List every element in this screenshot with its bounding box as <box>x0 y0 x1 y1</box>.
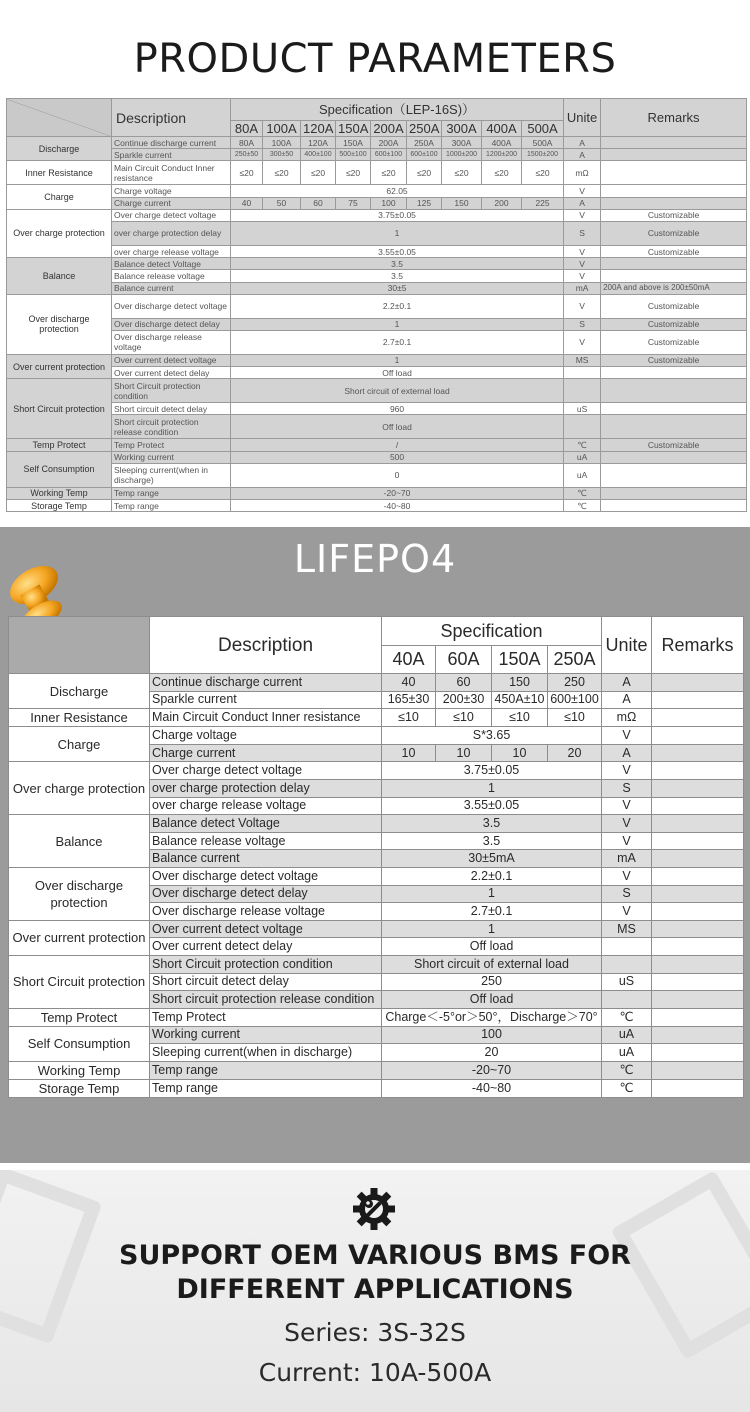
cell: 300A <box>442 137 482 149</box>
cell: 40 <box>382 674 436 692</box>
remark-cell <box>652 850 744 868</box>
header-corner <box>7 99 112 137</box>
unit-cell: mA <box>564 282 601 294</box>
remark-cell <box>601 379 747 403</box>
row-label: Over discharge detect voltage <box>150 867 382 885</box>
remark-cell <box>601 451 747 463</box>
lifepo4-spec-table <box>8 616 744 1098</box>
row-label: Over discharge detect delay <box>150 885 382 903</box>
header-description: Description <box>112 99 231 137</box>
row-label: Balance detect Voltage <box>112 258 231 270</box>
cell: -40~80 <box>231 500 564 512</box>
lifepo4-section <box>0 527 750 1163</box>
cell: 60 <box>436 674 492 692</box>
group-self-consumption: Self Consumption <box>7 451 112 487</box>
unit-cell: V <box>564 294 601 318</box>
unit-cell: A <box>564 149 601 161</box>
row-label: Temp range <box>150 1061 382 1079</box>
cell: 100A <box>263 137 301 149</box>
row-label: over charge release voltage <box>150 797 382 815</box>
remark-cell <box>652 1008 744 1026</box>
cell: ≤20 <box>231 161 263 185</box>
group-discharge: Discharge <box>7 137 112 161</box>
cell: 20 <box>382 1044 602 1062</box>
cell: ≤10 <box>436 709 492 727</box>
group-working-temp: Working Temp <box>7 487 112 499</box>
cell: 600±100 <box>548 691 602 709</box>
unit-cell: mΩ <box>602 709 652 727</box>
cell: 30±5mA <box>382 850 602 868</box>
cell: ≤10 <box>548 709 602 727</box>
remark-cell <box>652 762 744 780</box>
unit-cell: ℃ <box>602 1008 652 1026</box>
cell: Off load <box>231 367 564 379</box>
unit-cell: V <box>602 815 652 833</box>
group-inner-resistance: Inner Resistance <box>7 161 112 185</box>
row-label: Temp range <box>112 500 231 512</box>
cell: 10 <box>492 744 548 762</box>
group-discharge: Discharge <box>9 674 150 709</box>
remark-cell <box>652 727 744 745</box>
row-label: Over discharge release voltage <box>150 903 382 921</box>
unit-cell: ℃ <box>564 500 601 512</box>
unit-cell: ℃ <box>564 439 601 451</box>
page-title: PRODUCT PARAMETERS <box>133 36 617 82</box>
row-label: Continue discharge current <box>150 674 382 692</box>
cell: 250A <box>407 137 442 149</box>
row-label: Temp range <box>150 1079 382 1097</box>
cell: 0 <box>231 463 564 487</box>
header-specification: Specification（LEP-16S)） <box>231 99 564 121</box>
current-range: Current: 10A-500A <box>258 1358 492 1387</box>
unit-cell: V <box>602 762 652 780</box>
cell: -20~70 <box>231 487 564 499</box>
cell: 150A <box>336 137 371 149</box>
row-label: over charge protection delay <box>112 221 231 245</box>
unit-cell: ℃ <box>602 1061 652 1079</box>
remark-cell <box>601 149 747 161</box>
row-label: Temp range <box>112 487 231 499</box>
row-label: Over discharge release voltage <box>112 330 231 354</box>
header-corner <box>9 617 150 674</box>
header-current: 250A <box>407 121 442 137</box>
cell: 225 <box>522 197 564 209</box>
cell: ≤20 <box>407 161 442 185</box>
unit-cell <box>602 955 652 973</box>
row-label: Working current <box>112 451 231 463</box>
group-short-circuit-protection: Short Circuit protection <box>9 955 150 1008</box>
cell: 80A <box>231 137 263 149</box>
remark-cell <box>652 903 744 921</box>
row-label: Over current detect delay <box>112 367 231 379</box>
remark-cell <box>652 744 744 762</box>
remark-cell <box>652 815 744 833</box>
remark-cell <box>601 197 747 209</box>
cell: 3.55±0.05 <box>382 797 602 815</box>
unit-cell: A <box>564 137 601 149</box>
unit-cell: A <box>602 691 652 709</box>
group-storage-temp: Storage Temp <box>9 1079 150 1097</box>
cell: 1000±200 <box>442 149 482 161</box>
header-current: 500A <box>522 121 564 137</box>
remark-cell: Customizable <box>601 318 747 330</box>
cell: Charge＜-5°or＞50°，Discharge＞70° <box>382 1008 602 1026</box>
cell: 250 <box>382 973 602 991</box>
header-unit: Unite <box>602 617 652 674</box>
remark-cell <box>652 938 744 956</box>
header-current: 150A <box>492 646 548 674</box>
remark-cell <box>601 463 747 487</box>
cell: ≤20 <box>336 161 371 185</box>
header-current: 200A <box>371 121 407 137</box>
cell: 1500±200 <box>522 149 564 161</box>
unit-cell: A <box>564 197 601 209</box>
unit-cell: V <box>602 832 652 850</box>
cell: 1 <box>231 221 564 245</box>
row-label: Over current detect delay <box>150 938 382 956</box>
row-label: Charge voltage <box>112 185 231 197</box>
cell: 50 <box>263 197 301 209</box>
unit-cell: MS <box>564 354 601 366</box>
cell: 2.7±0.1 <box>382 903 602 921</box>
cell: 1 <box>382 885 602 903</box>
unit-cell: V <box>564 270 601 282</box>
group-over-current-protection: Over current protection <box>9 920 150 955</box>
row-label: Sleeping current(when in discharge) <box>150 1044 382 1062</box>
cell: Short circuit of external load <box>231 379 564 403</box>
remark-cell <box>652 674 744 692</box>
cell: 600±100 <box>371 149 407 161</box>
remark-cell: Customizable <box>601 330 747 354</box>
group-charge: Charge <box>7 185 112 209</box>
cell: 200A <box>371 137 407 149</box>
remark-cell <box>601 137 747 149</box>
row-label: Balance release voltage <box>112 270 231 282</box>
cell: -40~80 <box>382 1079 602 1097</box>
unit-cell: mA <box>602 850 652 868</box>
unit-cell <box>564 367 601 379</box>
row-label: Short circuit protection release condition <box>112 415 231 439</box>
row-label: Charge voltage <box>150 727 382 745</box>
unit-cell: uA <box>602 1044 652 1062</box>
unit-cell <box>564 415 601 439</box>
header-remarks: Remarks <box>652 617 744 674</box>
unit-cell: V <box>602 903 652 921</box>
remark-cell <box>652 709 744 727</box>
cell: 250 <box>548 674 602 692</box>
remark-cell <box>652 1026 744 1044</box>
cell: Off load <box>231 415 564 439</box>
cell: 500±100 <box>336 149 371 161</box>
group-short-circuit-protection: Short Circuit protection <box>7 379 112 439</box>
unit-cell: mΩ <box>564 161 601 185</box>
remark-cell <box>601 500 747 512</box>
cell: S*3.65 <box>382 727 602 745</box>
cell: 3.5 <box>382 815 602 833</box>
unit-cell <box>602 938 652 956</box>
header-current: 60A <box>436 646 492 674</box>
remark-cell: 200A and above is 200±50mA <box>601 282 747 294</box>
remark-cell <box>652 691 744 709</box>
cell: 1 <box>382 779 602 797</box>
row-label: Charge current <box>150 744 382 762</box>
row-label: over charge release voltage <box>112 245 231 257</box>
cell: 250±50 <box>231 149 263 161</box>
row-label: over charge protection delay <box>150 779 382 797</box>
cell: 1 <box>231 318 564 330</box>
cell: 1 <box>231 354 564 366</box>
group-working-temp: Working Temp <box>9 1061 150 1079</box>
unit-cell: V <box>602 727 652 745</box>
cell: 3.5 <box>231 258 564 270</box>
cell: ≤20 <box>522 161 564 185</box>
unit-cell: V <box>564 245 601 257</box>
row-label: Short Circuit protection condition <box>150 955 382 973</box>
remark-cell <box>652 991 744 1009</box>
section-title: LIFEPO4 <box>293 537 457 581</box>
cell: ≤10 <box>382 709 436 727</box>
row-label: Over discharge detect voltage <box>112 294 231 318</box>
remark-cell: Customizable <box>601 221 747 245</box>
remark-cell <box>652 955 744 973</box>
row-label: Main Circuit Conduct Inner resistance <box>112 161 231 185</box>
unit-cell: uA <box>564 451 601 463</box>
cell: Off load <box>382 938 602 956</box>
cell: 40 <box>231 197 263 209</box>
remark-cell: Customizable <box>601 209 747 221</box>
group-balance: Balance <box>7 258 112 295</box>
remark-cell: Customizable <box>601 245 747 257</box>
cell: 120A <box>301 137 336 149</box>
series-range: Series: 3S-32S <box>284 1318 466 1347</box>
row-label: Balance release voltage <box>150 832 382 850</box>
cell: 10 <box>382 744 436 762</box>
cell: 1200±200 <box>482 149 522 161</box>
remark-cell: Customizable <box>601 439 747 451</box>
cell: 3.5 <box>231 270 564 282</box>
remark-cell <box>652 920 744 938</box>
group-temp-protect: Temp Protect <box>7 439 112 451</box>
cell: 3.75±0.05 <box>382 762 602 780</box>
unit-cell: V <box>602 867 652 885</box>
row-label: Over charge detect voltage <box>150 762 382 780</box>
cell: 60 <box>301 197 336 209</box>
unit-cell: A <box>602 674 652 692</box>
header-unit: Unite <box>564 99 601 137</box>
group-over-discharge-protection: Over discharge protection <box>9 867 150 920</box>
remark-cell <box>652 779 744 797</box>
remark-cell <box>652 885 744 903</box>
cell: 3.5 <box>382 832 602 850</box>
row-label: Main Circuit Conduct Inner resistance <box>150 709 382 727</box>
unit-cell: uA <box>564 463 601 487</box>
cell: ≤20 <box>482 161 522 185</box>
row-label: Sparkle current <box>112 149 231 161</box>
unit-cell: MS <box>602 920 652 938</box>
row-label: Temp Protect <box>150 1008 382 1026</box>
cell: ≤20 <box>371 161 407 185</box>
group-storage-temp: Storage Temp <box>7 500 112 512</box>
unit-cell: S <box>564 221 601 245</box>
row-label: Over discharge detect delay <box>112 318 231 330</box>
row-label: Sleeping current(when in discharge) <box>112 463 231 487</box>
remark-cell <box>601 403 747 415</box>
remark-cell <box>601 258 747 270</box>
cell: Short circuit of external load <box>382 955 602 973</box>
header-current: 250A <box>548 646 602 674</box>
row-label: Working current <box>150 1026 382 1044</box>
lep16s-spec-table <box>6 98 747 512</box>
group-over-charge-protection: Over charge protection <box>7 209 112 257</box>
row-label: Over charge detect voltage <box>112 209 231 221</box>
group-temp-protect: Temp Protect <box>9 1008 150 1026</box>
unit-cell: ℃ <box>602 1079 652 1097</box>
cell: 960 <box>231 403 564 415</box>
cell: 600±100 <box>407 149 442 161</box>
row-label: Continue discharge current <box>112 137 231 149</box>
header-current: 120A <box>301 121 336 137</box>
cell: 10 <box>436 744 492 762</box>
remark-cell: Customizable <box>601 294 747 318</box>
row-label: Balance detect Voltage <box>150 815 382 833</box>
header-current: 400A <box>482 121 522 137</box>
header-current: 150A <box>336 121 371 137</box>
cell: ≤20 <box>442 161 482 185</box>
remark-cell <box>652 973 744 991</box>
unit-cell <box>602 991 652 1009</box>
unit-cell: V <box>602 797 652 815</box>
oem-support-section <box>0 1170 750 1412</box>
remark-cell <box>652 867 744 885</box>
remark-cell <box>652 797 744 815</box>
unit-cell: uA <box>602 1026 652 1044</box>
row-label: Over current detect voltage <box>112 354 231 366</box>
header-remarks: Remarks <box>601 99 747 137</box>
row-label: Balance current <box>150 850 382 868</box>
unit-cell: S <box>564 318 601 330</box>
group-balance: Balance <box>9 815 150 868</box>
gear-wrench-icon <box>351 1186 397 1232</box>
remark-cell <box>601 270 747 282</box>
cell: ≤20 <box>301 161 336 185</box>
cell: 165±30 <box>382 691 436 709</box>
cell: 1 <box>382 920 602 938</box>
unit-cell: V <box>564 258 601 270</box>
cell: 500 <box>231 451 564 463</box>
cell: 200 <box>482 197 522 209</box>
oem-headline: SUPPORT OEM VARIOUS BMS FOR <box>119 1240 631 1271</box>
row-label: Short circuit detect delay <box>112 403 231 415</box>
cell: 2.2±0.1 <box>382 867 602 885</box>
unit-cell: V <box>564 185 601 197</box>
unit-cell: V <box>564 330 601 354</box>
header-description: Description <box>150 617 382 674</box>
unit-cell: ℃ <box>564 487 601 499</box>
unit-cell: S <box>602 779 652 797</box>
group-charge: Charge <box>9 727 150 762</box>
remark-cell <box>652 1061 744 1079</box>
row-label: Sparkle current <box>150 691 382 709</box>
header-current: 80A <box>231 121 263 137</box>
cell: 2.7±0.1 <box>231 330 564 354</box>
cell: 2.2±0.1 <box>231 294 564 318</box>
group-self-consumption: Self Consumption <box>9 1026 150 1061</box>
cell: 150 <box>442 197 482 209</box>
group-over-charge-protection: Over charge protection <box>9 762 150 815</box>
group-inner-resistance: Inner Resistance <box>9 709 150 727</box>
unit-cell <box>564 379 601 403</box>
row-label: Charge current <box>112 197 231 209</box>
cell: ≤20 <box>263 161 301 185</box>
row-label: Short Circuit protection condition <box>112 379 231 403</box>
cell: 100 <box>382 1026 602 1044</box>
row-label: Short circuit protection release condition <box>150 991 382 1009</box>
cell: 3.75±0.05 <box>231 209 564 221</box>
cell: 400A <box>482 137 522 149</box>
cell: 20 <box>548 744 602 762</box>
group-over-discharge-protection: Over discharge protection <box>7 294 112 354</box>
header-current: 300A <box>442 121 482 137</box>
remark-cell <box>601 367 747 379</box>
unit-cell: S <box>602 885 652 903</box>
group-over-current-protection: Over current protection <box>7 354 112 378</box>
oem-headline: DIFFERENT APPLICATIONS <box>176 1274 574 1305</box>
remark-cell <box>652 1044 744 1062</box>
cell: 150 <box>492 674 548 692</box>
cell: Off load <box>382 991 602 1009</box>
unit-cell: A <box>602 744 652 762</box>
remark-cell <box>601 161 747 185</box>
remark-cell <box>601 415 747 439</box>
unit-cell: uS <box>602 973 652 991</box>
row-label: Temp Protect <box>112 439 231 451</box>
unit-cell: uS <box>564 403 601 415</box>
cell: 300±50 <box>263 149 301 161</box>
cell: 3.55±0.05 <box>231 245 564 257</box>
remark-cell <box>652 832 744 850</box>
cell: 100 <box>371 197 407 209</box>
unit-cell: V <box>564 209 601 221</box>
cell: 75 <box>336 197 371 209</box>
header-current: 100A <box>263 121 301 137</box>
row-label: Balance current <box>112 282 231 294</box>
cell: 30±5 <box>231 282 564 294</box>
cell: 200±30 <box>436 691 492 709</box>
row-label: Short circuit detect delay <box>150 973 382 991</box>
cell: ≤10 <box>492 709 548 727</box>
cell: 500A <box>522 137 564 149</box>
cell: 125 <box>407 197 442 209</box>
header-specification: Specification <box>382 617 602 646</box>
remark-cell <box>601 185 747 197</box>
cell: 450A±10 <box>492 691 548 709</box>
header-current: 40A <box>382 646 436 674</box>
product-parameters-section <box>0 0 750 522</box>
cell: 400±100 <box>301 149 336 161</box>
cell: -20~70 <box>382 1061 602 1079</box>
remark-cell: Customizable <box>601 354 747 366</box>
cell: 62.05 <box>231 185 564 197</box>
cell: / <box>231 439 564 451</box>
row-label: Over current detect voltage <box>150 920 382 938</box>
remark-cell <box>652 1079 744 1097</box>
remark-cell <box>601 487 747 499</box>
